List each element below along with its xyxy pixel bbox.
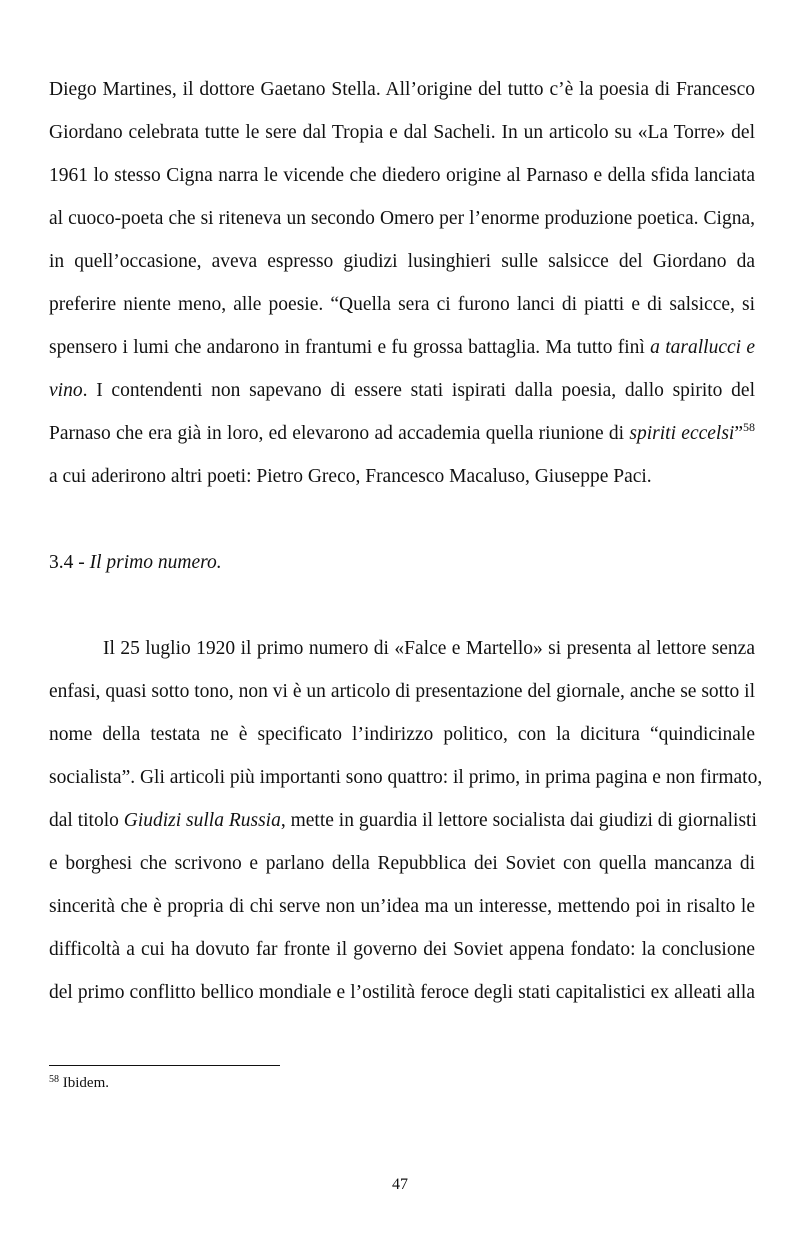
footnote-reference[interactable]: 58: [743, 420, 755, 434]
line-7-text: spensero i lumi che andarono in frantumi e fu grossa battaglia. Ma tutto finì: [49, 337, 645, 358]
paragraph2-line-5: [49, 808, 755, 834]
section-heading: [49, 550, 755, 576]
paragraph1-line-2: Giordano celebrata tutte le sere dal Tropia e dal Sacheli. In un articolo su «La Torre» del: [49, 122, 755, 143]
paragraph1-line-7: [49, 335, 755, 361]
paragraph1-line-8: [49, 378, 755, 404]
paragraph1-line-1: Diego Martines, il dottore Gaetano Stella. All’origine del tutto c’è la poesia di Francesco: [49, 79, 755, 100]
paragraph2-line-3: nome della testata ne è specificato l’indirizzo politico, con la dicitura “quindicinale: [49, 724, 755, 745]
footnote-text: Ibidem.: [62, 1075, 109, 1091]
closing-quote: ”: [734, 423, 743, 444]
paragraph2-line-4: socialista”. Gli articoli più importanti sono quattro: il primo, in prima pagina e non firmato,: [49, 767, 763, 788]
paragraph2-line-6: e borghesi che scrivono e parlano della Repubblica dei Soviet con quella mancanza di: [49, 853, 755, 874]
article-title: Giudizi sulla Russia: [123, 810, 281, 831]
footnote-separator: [49, 1065, 280, 1066]
paragraph2-line-8: difficoltà a cui ha dovuto far fronte il governo dei Soviet appena fondato: la conclusione: [49, 939, 755, 960]
paragraph2-line-7: sincerità che è propria di chi serve non un’idea ma un interesse, mettendo poi in risalto le: [49, 896, 755, 917]
footnote-number: 58: [49, 1074, 59, 1085]
paragraph1-line-10: a cui aderirono altri poeti: Pietro Greco, Francesco Macaluso, Giuseppe Paci.: [49, 466, 652, 487]
paragraph2-line-9: del primo conflitto bellico mondiale e l’ostilità feroce degli stati capitalistici ex alleati alla: [49, 982, 755, 1003]
line-5-post: , mette in guardia il lettore socialista dai giudizi di giornalisti: [280, 810, 757, 831]
paragraph1-line-5: in quell’occasione, aveva espresso giudizi lusinghieri sulle salsicce del Giordano da: [49, 251, 755, 272]
line-5-pre: dal titolo: [49, 810, 119, 831]
paragraph2-line-2: enfasi, quasi sotto tono, non vi è un articolo di presentazione del giornale, anche se sotto il: [49, 681, 755, 702]
page-number: 47: [392, 1176, 408, 1193]
paragraph2-line-1: Il 25 luglio 1920 il primo numero di «Falce e Martello» si presenta al lettore senza: [103, 638, 755, 659]
paragraph1-line-9: [49, 421, 755, 447]
paragraph1-line-4: al cuoco-poeta che si riteneva un secondo Omero per l’enorme produzione poetica. Cigna,: [49, 208, 755, 229]
italic-phrase: spiriti eccelsi: [629, 423, 735, 444]
line-8-text: . I contendenti non sapevano di essere stati ispirati dalla poesia, dallo spirito del: [82, 380, 755, 401]
italic-phrase: vino: [49, 380, 83, 401]
section-title: Il primo numero.: [89, 552, 222, 573]
footnote: [49, 1073, 109, 1093]
paragraph1-line-6: preferire niente meno, alle poesie. “Quella sera ci furono lanci di piatti e di salsicce, si: [49, 294, 755, 315]
line-9-text: Parnaso che era già in loro, ed elevarono ad accademia quella riunione di: [49, 423, 625, 444]
section-number: 3.4 -: [49, 552, 85, 573]
italic-phrase: a tarallucci e: [650, 337, 756, 358]
paragraph1-line-3: 1961 lo stesso Cigna narra le vicende che diedero origine al Parnaso e della sfida lanciata: [49, 165, 755, 186]
